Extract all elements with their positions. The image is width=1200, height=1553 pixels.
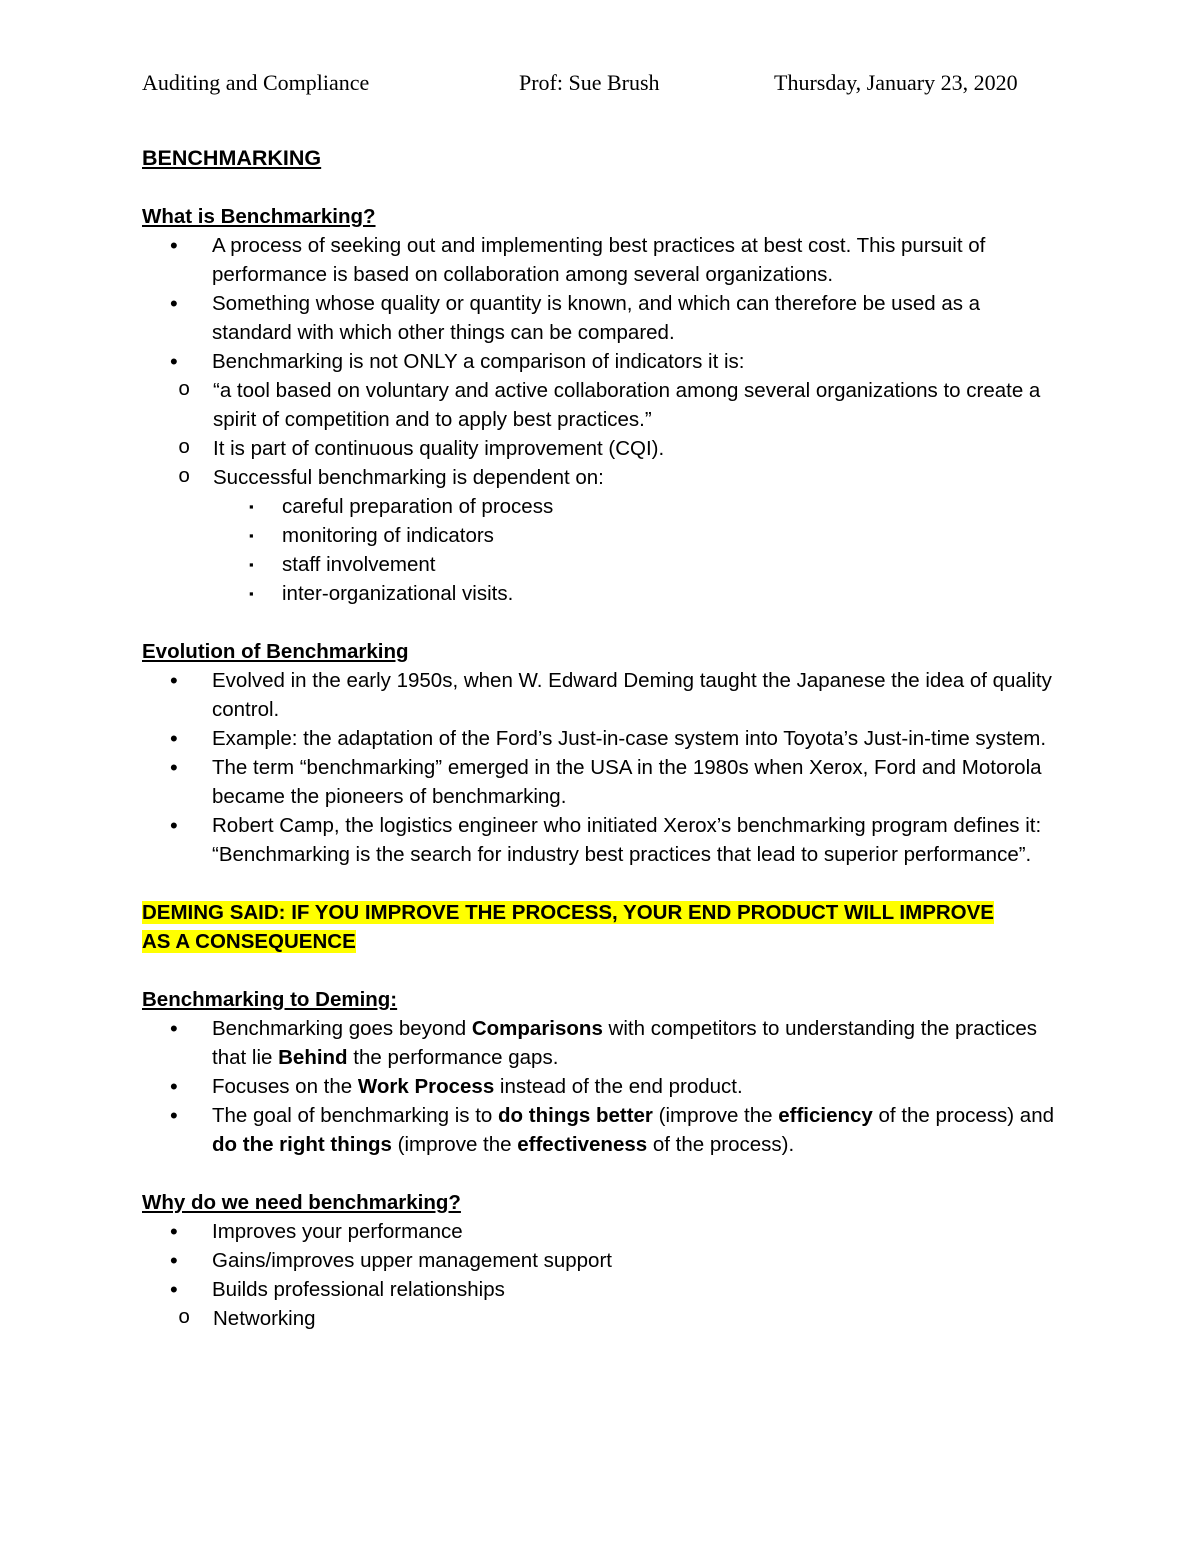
bullet-icon: • bbox=[170, 726, 178, 751]
square-bullet-icon: ▪ bbox=[249, 528, 254, 543]
bullet-icon: • bbox=[170, 349, 178, 374]
list-item: o Successful benchmarking is dependent on: bbox=[142, 463, 1062, 492]
highlighted-quote: DEMING SAID: IF YOU IMPROVE THE PROCESS, YOUR END PRODUCT WILL IMPROVE AS A CONSEQUENCE bbox=[142, 901, 994, 953]
circle-bullet-icon: o bbox=[178, 437, 191, 460]
page-header bbox=[142, 70, 1040, 100]
circle-bullet-icon: o bbox=[178, 1307, 191, 1330]
course-name: Auditing and Compliance bbox=[142, 70, 370, 95]
deming-list bbox=[142, 1014, 1062, 1159]
list-item bbox=[142, 492, 1062, 608]
bullet-icon: • bbox=[170, 1016, 178, 1041]
list-item: • The goal of benchmarking is to do things better (improve the efficiency of the process) and do the right things (improve the effectiveness of the process). bbox=[170, 1103, 1055, 1156]
bullet-icon: • bbox=[170, 1219, 178, 1244]
list-item: • Builds professional relationships bbox=[170, 1277, 505, 1302]
circle-bullet-icon: o bbox=[178, 379, 191, 402]
bullet-icon: • bbox=[170, 813, 178, 838]
list-item: ▪ monitoring of indicators bbox=[212, 521, 1062, 550]
success-factors-list bbox=[142, 492, 1062, 608]
bullet-icon: • bbox=[170, 1074, 178, 1099]
why-list bbox=[142, 1217, 1062, 1304]
section-heading-evolution: Evolution of Benchmarking bbox=[142, 640, 409, 663]
deming-callout bbox=[142, 898, 1022, 956]
list-item: • Evolved in the early 1950s, when W. Edward Deming taught the Japanese the idea of quality control. bbox=[170, 668, 1052, 721]
bullet-icon: • bbox=[170, 755, 178, 780]
bullet-icon: • bbox=[170, 291, 178, 316]
bullet-icon: • bbox=[170, 668, 178, 693]
professor-name: Prof: Sue Brush bbox=[519, 70, 660, 95]
list-item: • Gains/improves upper management support bbox=[170, 1248, 612, 1273]
list-item: • A process of seeking out and implementing best practices at best cost. This pursuit of performance is based on collaboration among several organizations. bbox=[170, 233, 986, 286]
list-item: • Focuses on the Work Process instead of the end product. bbox=[170, 1074, 743, 1099]
list-item: • Robert Camp, the logistics engineer who initiated Xerox’s benchmarking program defines it: “Benchmarking is the search for industry best practices that lead to superior performance”. bbox=[170, 813, 1042, 866]
square-bullet-icon: ▪ bbox=[249, 499, 254, 514]
bullet-icon: • bbox=[170, 1277, 178, 1302]
evolution-list bbox=[142, 666, 1062, 869]
success-factors-wrapper bbox=[142, 492, 1062, 608]
list-item: • Something whose quality or quantity is known, and which can therefore be used as a standard with which other things can be compared. bbox=[170, 291, 981, 344]
list-item: ▪ staff involvement bbox=[212, 550, 1062, 579]
list-item: • Benchmarking goes beyond Comparisons with competitors to understanding the practices that lie Behind the performance gaps. bbox=[170, 1016, 1037, 1069]
section-heading-deming: Benchmarking to Deming: bbox=[142, 988, 398, 1011]
what-is-list bbox=[142, 231, 1062, 376]
list-item: • Benchmarking is not ONLY a comparison of indicators it is: bbox=[170, 349, 745, 374]
bullet-icon: • bbox=[170, 1248, 178, 1273]
list-item: o It is part of continuous quality improvement (CQI). bbox=[142, 434, 1062, 463]
section-heading-why: Why do we need benchmarking? bbox=[142, 1191, 461, 1214]
list-item: • The term “benchmarking” emerged in the USA in the 1980s when Xerox, Ford and Motorola became the pioneers of benchmarking. bbox=[170, 755, 1042, 808]
circle-bullet-icon: o bbox=[178, 466, 191, 489]
list-item: ▪ inter-organizational visits. bbox=[212, 579, 1062, 608]
bullet-icon: • bbox=[170, 233, 178, 258]
bullet-icon: • bbox=[170, 1103, 178, 1128]
document-title: BENCHMARKING bbox=[142, 146, 322, 170]
section-heading-what-is: What is Benchmarking? bbox=[142, 205, 376, 228]
square-bullet-icon: ▪ bbox=[249, 557, 254, 572]
document-body bbox=[142, 144, 1062, 1333]
list-item: o “a tool based on voluntary and active collaboration among several organizations to create a spirit of competition and to apply best practices.” bbox=[142, 376, 1062, 434]
list-item: o Networking bbox=[142, 1304, 1062, 1333]
why-sublist bbox=[142, 1304, 1062, 1333]
list-item: • Example: the adaptation of the Ford’s Just-in-case system into Toyota’s Just-in-time system. bbox=[170, 726, 1047, 751]
square-bullet-icon: ▪ bbox=[249, 586, 254, 601]
what-is-sublist bbox=[142, 376, 1062, 492]
lecture-date: Thursday, January 23, 2020 bbox=[774, 70, 1018, 95]
list-item: • Improves your performance bbox=[170, 1219, 463, 1244]
list-item: ▪ careful preparation of process bbox=[212, 492, 1062, 521]
